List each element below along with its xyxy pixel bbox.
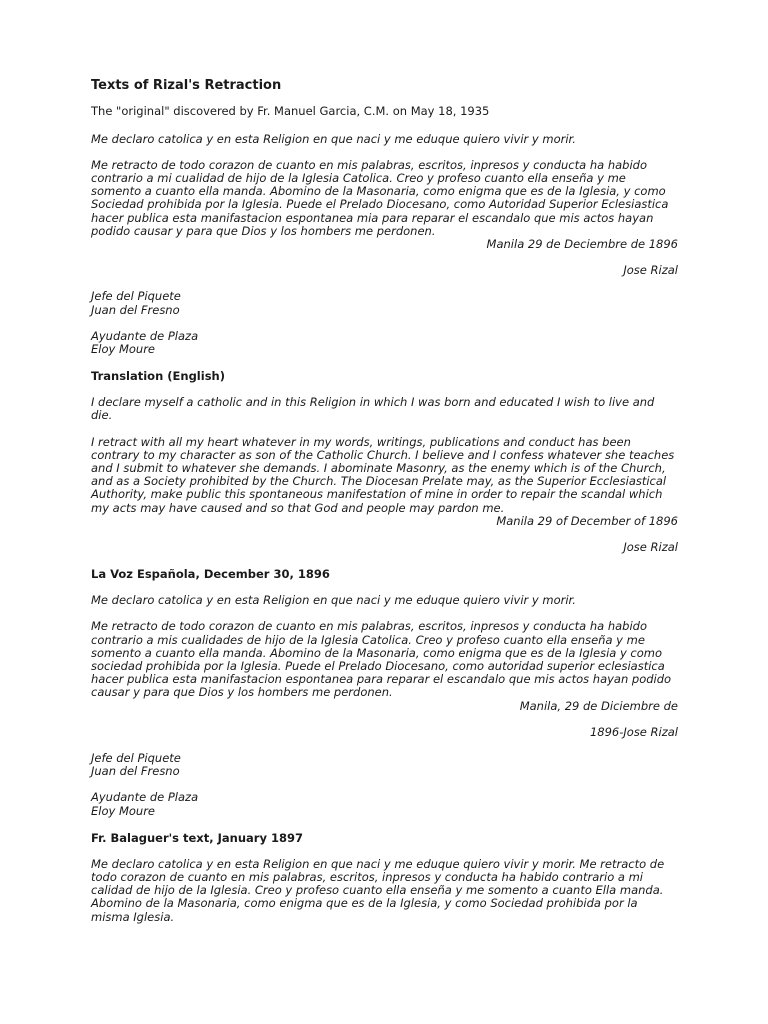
voz-witness-2 bbox=[91, 791, 678, 817]
witness-name: Juan del Fresno bbox=[91, 302, 180, 317]
original-paragraph-1: Me declaro catolica y en esta Religion en que naci y me eduque quiero vivir y morir. bbox=[91, 131, 576, 146]
voz-signature: 1896-Jose Rizal bbox=[589, 724, 678, 739]
translation-paragraph-2: I retract with all my heart whatever in my words, writings, publications and conduct has been contrary to my character as son of the Catholic Church. I believe and I confess whatever she teaches and I submit to whatever she demands. I abominate Masonry, as the enemy which is of the Church, and as a Society prohibited by the Church. The Diocesan Prelate may, as the Superior Ecclesiastical Authority, make public this spontaneous manifestation of mine in order to repair the scandal which my acts may have caused and so that God and people may pardon me. bbox=[91, 434, 675, 515]
balaguer-paragraph: Me declaro catolica y en esta Religion en que naci y me eduque quiero vivir y morir. Me retracto de todo corazon de cuanto en mis palabras, escritos, inpresos y conducta ha habido contrario a mi calidad de hijo de la Iglesia. Creo y profeso cuanto ella enseña y me somento a cuanto Ella manda. Abomino de la Masonaria, como enigma que es de la Iglesia, y como Sociedad prohibida por la misma Iglesia. bbox=[91, 856, 665, 924]
voz-paragraph-1: Me declaro catolica y en esta Religion en que naci y me eduque quiero vivir y morir. bbox=[91, 593, 576, 608]
witness-name: Eloy Moure bbox=[91, 803, 156, 818]
voz-heading: La Voz Española, December 30, 1896 bbox=[91, 567, 330, 582]
document-page bbox=[91, 78, 678, 937]
original-date: Manila 29 de Deciembre de 1896 bbox=[486, 236, 678, 251]
translation-date: Manila 29 of December of 1896 bbox=[496, 513, 678, 528]
witness-title: Jefe del Piquete bbox=[91, 751, 181, 765]
original-witness-1 bbox=[91, 290, 678, 316]
witness-name: Juan del Fresno bbox=[91, 764, 180, 779]
translation-paragraph-1: I declare myself a catholic and in this Religion in which I was born and educated I wish to live and die. bbox=[91, 395, 655, 423]
document-title: Texts of Rizal's Retraction bbox=[91, 78, 282, 93]
voz-date: Manila, 29 de Diciembre de bbox=[519, 698, 678, 713]
voz-paragraph-2: Me retracto de todo corazon de cuanto en mis palabras, escritos, inpresos y conducta ha habido contrario a mis cualidades de hijo de la Iglesia Catolica. Creo y profeso cuanto ella enseña y me somento a cuanto ella manda. Abomino de la Masonaria, como enigma que es de la Iglesia y como sociedad prohibida por la Iglesia. Puede el Prelado Diocesano, como autoridad superior eclesiastica hacer publica esta manifastacion espontanea para reparar el escandalo que mis actos hayan podido causar y para que Dios y los hombers me perdonen. bbox=[91, 619, 672, 700]
witness-title: Jefe del Piquete bbox=[91, 289, 181, 304]
voz-witness-1 bbox=[91, 752, 678, 778]
original-witness-2 bbox=[91, 330, 678, 356]
original-signature: Jose Rizal bbox=[623, 263, 678, 278]
witness-title: Ayudante de Plaza bbox=[91, 790, 199, 805]
witness-title: Ayudante de Plaza bbox=[91, 328, 199, 343]
original-paragraph-2: Me retracto de todo corazon de cuanto en mis palabras, escritos, inpresos y conducta ha habido contrario a mi cualidad de hijo de la Iglesia Catolica. Creo y profeso cuanto ella enseña y me somento a cuanto ella manda. Abomino de la Masonaria, como enigma que es de la Iglesia, y como Sociedad prohibida por la Iglesia. Puede el Prelado Diocesano, como Autoridad Superior Eclesiastica hacer publica esta manifastacion espontanea mia para reparar el escandalo que mis actos hayan podido causar y para que Dios y los hombers me perdonen. bbox=[91, 157, 669, 238]
witness-name: Eloy Moure bbox=[91, 341, 156, 356]
translation-signature: Jose Rizal bbox=[623, 539, 678, 554]
original-source-line: The "original" discovered by Fr. Manuel Garcia, C.M. on May 18, 1935 bbox=[91, 104, 490, 118]
translation-heading: Translation (English) bbox=[91, 369, 225, 384]
balaguer-heading: Fr. Balaguer's text, January 1897 bbox=[91, 830, 303, 845]
